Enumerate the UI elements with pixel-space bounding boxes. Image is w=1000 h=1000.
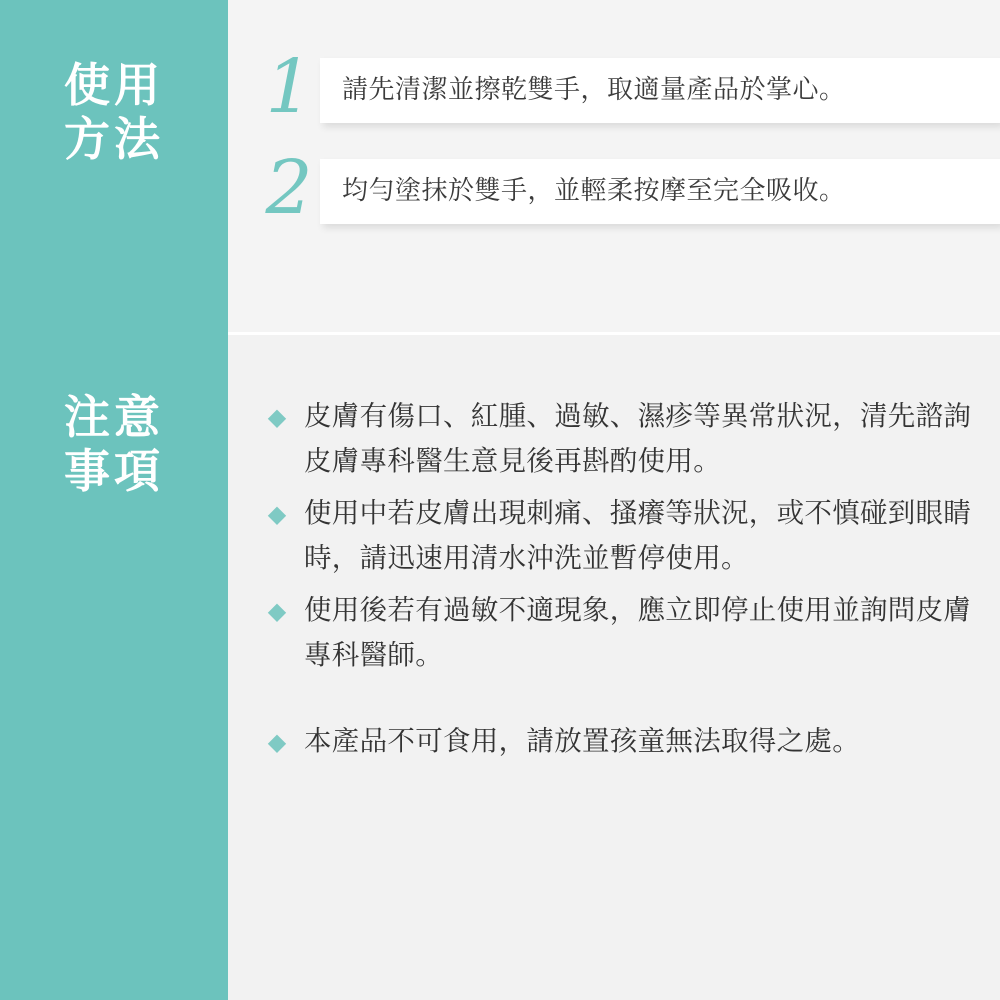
note-text: 使用後若有過敏不適現象，應立即停止使用並詢問皮膚專科醫師。 xyxy=(304,594,972,670)
diamond-bullet-icon: ◆ xyxy=(267,729,287,757)
notes-section-label xyxy=(0,332,228,1000)
step-callout-box xyxy=(320,58,1000,123)
list-item xyxy=(250,394,974,483)
step-text: 請先清潔並擦乾雙手，取適量產品於掌心。 xyxy=(342,74,846,104)
usage-step xyxy=(228,123,1000,232)
notes-label-line-2: 事項 xyxy=(64,445,164,498)
list-item xyxy=(250,719,974,764)
note-text: 本產品不可食用，請放置孩童無法取得之處。 xyxy=(304,725,860,757)
diamond-bullet-icon: ◆ xyxy=(267,501,287,529)
notes-list-container xyxy=(228,332,1000,1000)
usage-label-line-2: 方法 xyxy=(64,113,164,166)
step-text: 均勻塗抹於雙手，並輕柔按摩至完全吸收。 xyxy=(342,175,846,206)
step-number: 2 xyxy=(265,145,313,232)
usage-step xyxy=(228,0,1000,130)
list-item xyxy=(250,491,974,580)
usage-label-line-1: 使用 xyxy=(64,59,164,111)
diamond-bullet-icon: ◆ xyxy=(267,404,287,431)
note-text: 使用中若皮膚出現刺痛、搔癢等狀況，或不慎碰到眼睛時，請迅速用清水沖洗並暫停使用。 xyxy=(304,497,972,573)
list-item xyxy=(250,588,974,677)
diamond-bullet-icon: ◆ xyxy=(267,598,287,626)
usage-section-label xyxy=(0,0,228,332)
usage-steps-container xyxy=(228,0,1000,332)
usage-section xyxy=(0,0,1000,332)
notes-label-line-1: 注意 xyxy=(64,391,164,443)
step-number: 1 xyxy=(265,44,313,130)
step-callout-box xyxy=(320,159,1000,224)
note-text: 皮膚有傷口、紅腫、過敏、濕疹等異常狀況，清先諮詢皮膚專科醫生意見後再斟酌使用。 xyxy=(304,400,972,476)
notes-section xyxy=(0,332,1000,1000)
